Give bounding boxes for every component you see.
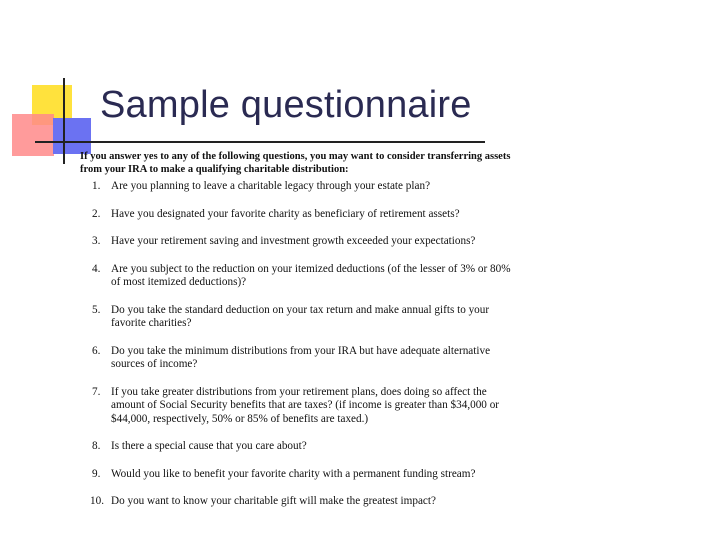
question-list <box>80 180 520 509</box>
question-text: Are you subject to the reduction on your itemized deductions (of the lesser of 3% or 80% of most itemized deductions)? <box>111 262 511 288</box>
question-text: Do you want to know your charitable gift will make the greatest impact? <box>111 495 436 507</box>
ornament-vertical-line <box>63 78 65 164</box>
question-number: 6. <box>92 344 101 357</box>
question-text: Is there a special cause that you care about? <box>111 440 307 452</box>
question-text: Do you take the standard deduction on your tax return and make annual gifts to your favorite charities? <box>111 303 490 329</box>
question-number: 5. <box>92 303 101 316</box>
question-number: 10. <box>90 495 104 507</box>
question-text: Would you like to benefit your favorite charity with a permanent funding stream? <box>111 467 476 480</box>
question-text: Are you planning to leave a charitable legacy through your estate plan? <box>111 180 431 192</box>
question-item-8 <box>80 440 520 454</box>
slide-ornament <box>0 0 110 170</box>
question-number: 1. <box>92 180 101 192</box>
question-text: Do you take the minimum distributions from your IRA but have adequate alternative sources of income? <box>111 344 491 370</box>
questionnaire-document <box>80 150 520 523</box>
question-number: 2. <box>92 207 101 220</box>
question-item-7 <box>80 386 520 427</box>
questionnaire-intro: If you answer yes to any of the following questions, you may want to consider transferring assets from your IRA to make a qualifying charitable distribution: <box>80 151 511 175</box>
question-number: 7. <box>92 385 101 398</box>
question-item-1 <box>80 180 520 194</box>
ornament-blue-square <box>53 118 91 154</box>
title-underline <box>35 141 485 143</box>
question-number: 3. <box>92 235 101 247</box>
question-item-10 <box>80 495 520 509</box>
question-text: If you take greater distributions from your retirement plans, does doing so affect the amount of Social Security benefits that are taxes? (if income is greater than $34,000 or $44,000, respectively, 50% or 85% of benefits are taxed.) <box>111 385 500 425</box>
question-item-5 <box>80 304 520 331</box>
ornament-pink-square <box>12 114 54 156</box>
question-item-6 <box>80 345 520 372</box>
question-item-2 <box>80 208 520 222</box>
question-number: 9. <box>92 467 101 480</box>
question-text: Have your retirement saving and investment growth exceeded your expectations? <box>111 235 476 247</box>
question-number: 8. <box>92 440 101 452</box>
question-item-4 <box>80 263 520 290</box>
question-text: Have you designated your favorite charity as beneficiary of retirement assets? <box>111 207 460 220</box>
slide-title: Sample questionnaire <box>100 84 472 126</box>
question-item-9 <box>80 468 520 482</box>
question-item-3 <box>80 235 520 249</box>
question-number: 4. <box>92 262 101 275</box>
